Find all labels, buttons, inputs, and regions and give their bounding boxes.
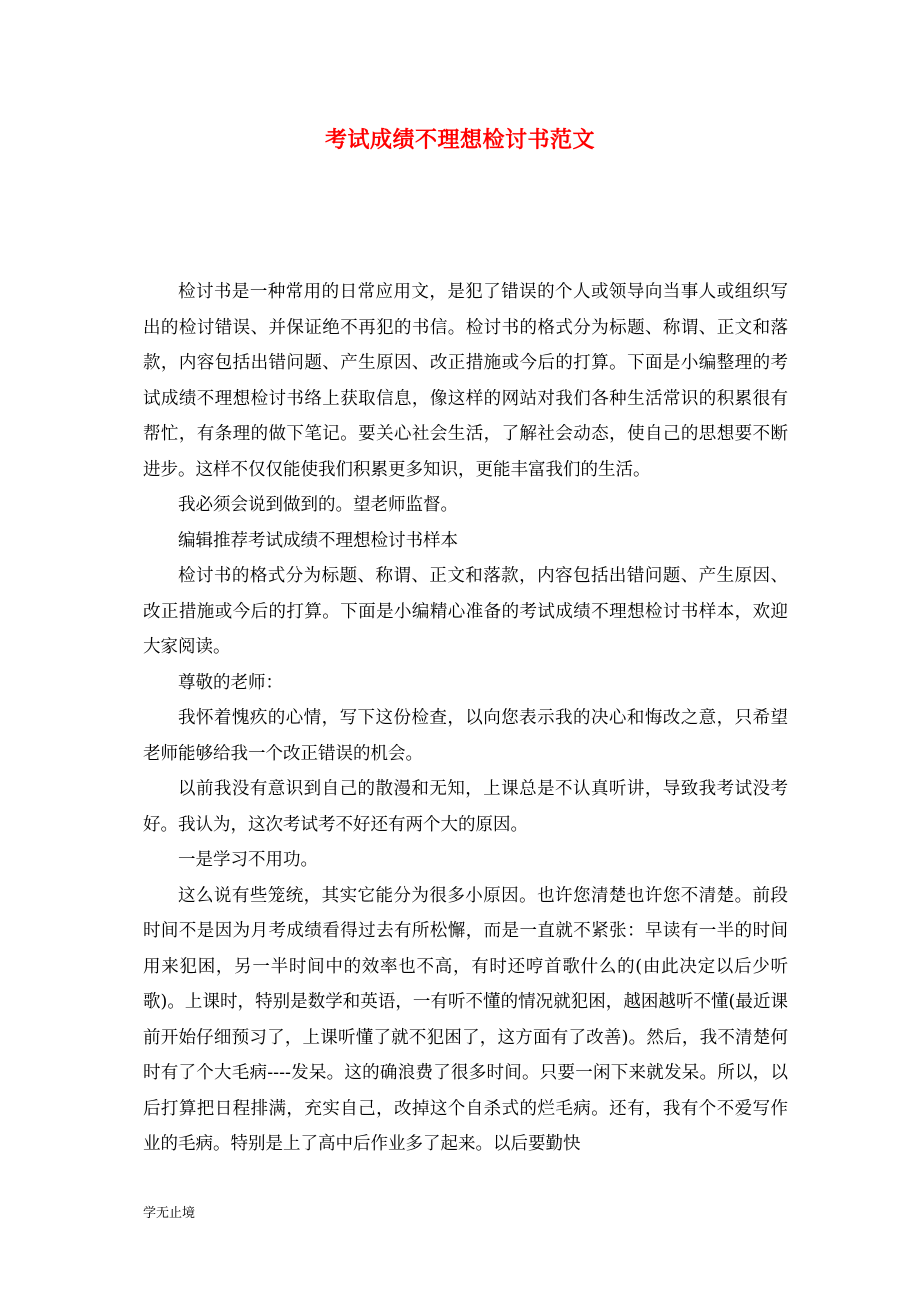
paragraph: 这么说有些笼统，其实它能分为很多小原因。也许您清楚也许您不清楚。前段时间不是因为月考成绩看得过去有所松懈，而是一直就不紧张：早读有一半的时间用来犯困，另一半时间中的效率也不高，有时还哼首歌什么的(由此决定以后少听歌)。上课时，特别是数学和英语，一有听不懂的情况就犯困，越困越听不懂(最近课前开始仔细预习了，上课听懂了就不犯困了，这方面有了改善)。然后，我不清楚何时有了个大毛病----发呆。这的确浪费了很多时间。只要一闲下来就发呆。所以，以后打算把日程排满，充实自己，改掉这个自杀式的烂毛病。还有，我有个不爱写作业的毛病。特别是上了高中后作业多了起来。以后要勤快	[143, 885, 788, 1154]
paragraph: 检讨书是一种常用的日常应用文，是犯了错误的个人或领导向当事人或组织写出的检讨错误、并保证绝不再犯的书信。检讨书的格式分为标题、称谓、正文和落款，内容包括出错问题、产生原因、改正措施或今后的打算。下面是小编整理的考试成绩不理想检讨书络上获取信息，像这样的网站对我们各种生活常识的积累很有帮忙，有条理的做下笔记。要关心社会生活，了解社会动态，使自己的思想要不断进步。这样不仅仅能使我们积累更多知识，更能丰富我们的生活。	[143, 282, 788, 480]
paragraph: 一是学习不用功。	[178, 850, 318, 870]
document-title: 考试成绩不理想检讨书范文	[324, 128, 595, 153]
paragraph: 我必须会说到做到的。望老师监督。	[178, 495, 458, 515]
paragraph: 编辑推荐考试成绩不理想检讨书样本	[178, 530, 458, 551]
paragraph: 我怀着愧疚的心情，写下这份检查，以向您表示我的决心和悔改之意，只希望老师能够给我一个改正错误的机会。	[143, 708, 788, 764]
page-footer: 学无止境	[143, 1206, 196, 1221]
paragraph: 以前我没有意识到自己的散漫和无知，上课总是不认真听讲，导致我考试没考好。我认为，这次考试考不好还有两个大的原因。	[143, 779, 788, 835]
paragraph: 检讨书的格式分为标题、称谓、正文和落款，内容包括出错问题、产生原因、改正措施或今后的打算。下面是小编精心准备的考试成绩不理想检讨书样本，欢迎大家阅读。	[143, 566, 788, 657]
paragraph: 尊敬的老师：	[178, 672, 283, 693]
document-body	[143, 275, 788, 1163]
